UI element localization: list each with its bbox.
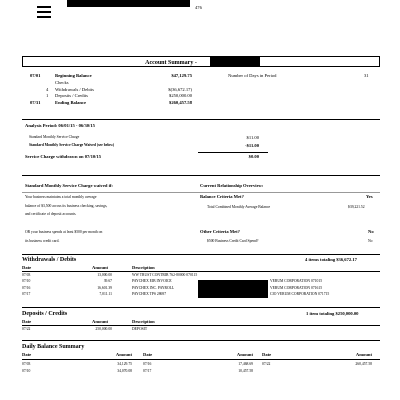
daily-date: 07/17: [143, 369, 152, 373]
withdrawals-col-date: Date: [22, 265, 32, 270]
withdrawal-date: 07/16: [22, 285, 31, 290]
deposits-col-description: Description: [132, 319, 155, 324]
daily-amount: 260,457.58: [355, 362, 372, 366]
waiver-condition-1-line-2: balance of $3,500 across its business checking, savings,: [25, 204, 108, 208]
deposits-heading: Deposits / Credits: [22, 311, 68, 317]
deposits-col-amount: Amount: [92, 319, 109, 324]
deposits-col-date: Date: [22, 319, 32, 324]
redacted-account-number: [210, 57, 260, 66]
waiver-condition-1-line-3: and certificate of deposit accounts.: [25, 212, 77, 216]
withdrawal-description: WW TRUST CONTRIB 762-80000 070115: [132, 273, 198, 277]
balance-criteria-value: Yes: [366, 194, 373, 199]
divider: [22, 254, 380, 255]
divider: [22, 340, 380, 341]
relationship-heading: Current Relationship Overview:: [200, 183, 264, 188]
deposit-amount: 250,000.00: [95, 327, 112, 331]
analysis-label: Standard Monthly Service Charge: [29, 135, 80, 139]
withdrawal-amount: 13,000.00: [97, 273, 112, 277]
redacted-account-holder: [67, 0, 190, 7]
daily-amount: 17,468.69: [238, 362, 253, 366]
daily-col-amount: Amount: [115, 352, 132, 357]
days-in-period-label: Number of Days in Period: [228, 73, 277, 78]
waiver-condition-1-line-1: Your business maintains a total monthly average: [25, 195, 97, 199]
daily-balance-heading: Daily Balance Summary: [22, 344, 85, 350]
deposits-total: 1 item totaling $250,000.00: [306, 311, 359, 316]
divider: [22, 359, 380, 360]
daily-col-date: Date: [262, 352, 272, 357]
withdrawals-heading: Withdrawals / Debits: [22, 257, 77, 263]
summary-label: Checks: [55, 79, 69, 85]
deposit-description: DEPOSIT: [132, 327, 148, 331]
other-criteria-value: No: [368, 229, 374, 234]
daily-col-amount: Amount: [355, 352, 372, 357]
summary-amount: $(36,672.17): [168, 86, 192, 92]
withdrawals-total: 4 items totaling $36,672.17: [305, 257, 357, 262]
summary-label: Deposits / Credits: [55, 93, 88, 99]
waiver-condition-2-line-2: its business credit card.: [25, 239, 60, 243]
menu-icon-bar-2: [37, 11, 51, 13]
combined-balance-value: $39,221.52: [348, 205, 365, 209]
withdrawal-amount: 16,601.39: [97, 285, 112, 290]
account-summary-title-box: [22, 56, 380, 67]
daily-amount: 34,129.75: [117, 362, 132, 366]
withdrawal-description-2: VERUM CORPORATION 071615: [270, 285, 323, 290]
summary-amount: $250,000.00: [169, 93, 192, 99]
deposit-date: 07/22: [22, 327, 31, 331]
credit-card-spend-label: $500 Business Credit Card Spend?: [207, 239, 259, 243]
summary-count: 1: [46, 93, 49, 99]
analysis-value: -$11.00: [245, 143, 259, 148]
withdrawal-description-2: VERUM CORPORATION 071015: [270, 279, 323, 284]
withdrawal-description: PAYCHEX INC. PAYROLL: [132, 285, 175, 290]
waiver-heading: Standard Monthly Service Charge waived if:: [25, 183, 113, 188]
withdrawal-description: PAYCHEX EIB INVOICE: [132, 279, 172, 284]
service-charge-withdrawn-label: Service Charge withdrawn on 07/10/15: [25, 154, 102, 159]
divider: [22, 175, 380, 176]
divider: [22, 119, 380, 120]
daily-date: 07/03: [22, 362, 31, 366]
summary-count: 4: [46, 86, 49, 92]
page-number: 476: [195, 5, 202, 10]
days-in-period-value: 31: [364, 73, 369, 78]
withdrawal-date: 07/03: [22, 273, 31, 277]
redacted-payee: [214, 280, 268, 298]
analysis-label: Standard Monthly Service Charge Waived (see below): [29, 143, 115, 147]
summary-amount: $47,129.75: [171, 73, 192, 78]
daily-col-amount: Amount: [236, 352, 253, 357]
menu-icon[interactable]: [37, 6, 51, 8]
menu-icon-bar-3: [37, 16, 51, 18]
page-title: Account Summary -: [145, 59, 197, 66]
daily-date: 07/16: [143, 362, 152, 366]
divider: [22, 325, 380, 326]
summary-label: Withdrawals / Debits: [55, 86, 94, 92]
withdrawal-description-2: CIO VERUM CORPORATION 071715: [270, 292, 330, 297]
daily-col-date: Date: [143, 352, 153, 357]
balance-criteria-label: Balance Criteria Met?: [200, 194, 244, 199]
withdrawal-description: PAYCHEX TPS 28697: [132, 292, 167, 297]
other-criteria-label: Other Criteria Met?: [200, 229, 240, 234]
daily-amount: 34,070.08: [117, 369, 132, 373]
summary-label: Beginning Balance: [55, 73, 92, 78]
analysis-value: $11.00: [246, 135, 259, 140]
credit-card-spend-value: No: [368, 239, 373, 243]
withdrawal-amount: 7,011.11: [99, 292, 112, 297]
summary-label: Ending Balance: [55, 100, 87, 106]
summary-date: 07/31: [30, 100, 41, 106]
daily-col-date: Date: [22, 352, 32, 357]
withdrawals-col-description: Description: [132, 265, 155, 270]
waiver-condition-2-line-1: OR your business spends at least $500 per month on: [25, 230, 103, 234]
withdrawal-amount: 39.67: [103, 279, 112, 284]
withdrawal-date: 07/17: [22, 292, 31, 297]
divider: [22, 271, 380, 272]
daily-amount: 10,457.58: [238, 369, 253, 373]
daily-date: 07/22: [262, 362, 271, 366]
daily-date: 07/10: [22, 369, 31, 373]
analysis-period: Analysis Period: 06/01/15 - 06/30/15: [25, 123, 95, 128]
divider: [22, 307, 380, 308]
summary-date: 07/01: [30, 73, 41, 78]
divider: [198, 152, 268, 153]
withdrawals-col-amount: Amount: [92, 265, 109, 270]
withdrawal-date: 07/10: [22, 279, 31, 284]
service-charge-withdrawn-value: $0.00: [248, 154, 259, 159]
summary-amount: $260,457.58: [169, 100, 192, 106]
combined-balance-label: Total Combined Monthly Average Balance: [207, 205, 271, 209]
